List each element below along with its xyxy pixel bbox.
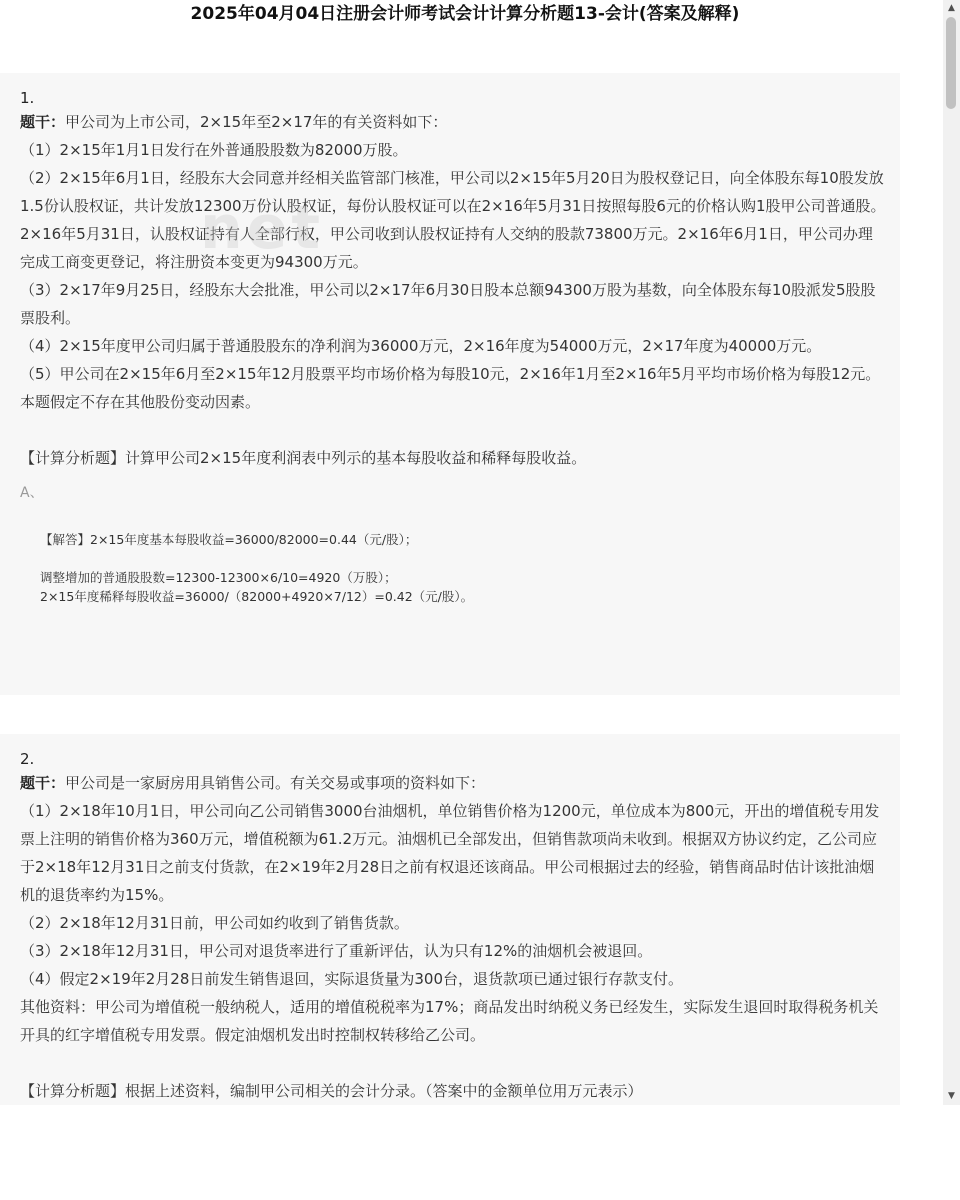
stem-text: 甲公司是一家厨房用具销售公司。有关交易或事项的资料如下：	[65, 774, 486, 792]
stem-paragraph: （2）2×18年12月31日前，甲公司如约收到了销售货款。	[20, 914, 409, 932]
stem-paragraph: 其他资料：甲公司为增值税一般纳税人，适用的增值税税率为17%；商品发出时纳税义务已经发生，实际发生退回时取得税务机关开具的红字增值税专用发票。假定油烟机发出时控制权转移给乙公司。	[20, 998, 879, 1044]
page-title: 2025年04月04日注册会计师考试会计计算分析题13-会计(答案及解释)	[190, 4, 740, 24]
scroll-down-icon[interactable]: ▼	[948, 1091, 955, 1101]
stem-paragraph: （4）假定2×19年2月28日前发生销售退回，实际退货量为300台，退货款项已通过银行存款支付。	[20, 970, 684, 988]
stem-paragraph: （4）2×15年度甲公司归属于普通股股东的净利润为36000万元，2×16年度为54000万元，2×17年度为40000万元。	[20, 337, 822, 355]
question-number: 1.	[20, 89, 35, 107]
stem-paragraph: （1）2×18年10月1日，甲公司向乙公司销售3000台油烟机，单位销售价格为1200元，单位成本为800元，开出的增值税专用发票上注明的销售价格为360万元，增值税额为61.2万元。油烟机已全部发出，但销售款项尚未收到。根据双方协议约定，乙公司应于2×18年12月31日之前支付货款，在2×19年2月28日之前有权退还该商品。甲公司根据过去的经验，销售商品时估计该批油烟机的退货率约为15%。	[20, 802, 880, 904]
vertical-scrollbar[interactable]	[943, 0, 960, 1105]
question-number: 2.	[20, 750, 35, 768]
sub-question: 【计算分析题】计算甲公司2×15年度利润表中列示的基本每股收益和稀释每股收益。	[20, 449, 587, 467]
stem-label: 题干：	[20, 774, 66, 792]
answer-line: 2×15年度稀释每股收益=36000/（82000+4920×7/12）=0.42（元/股）。	[40, 589, 474, 604]
scroll-up-icon[interactable]: ▲	[948, 3, 955, 13]
answer-line: 【解答】2×15年度基本每股收益=36000/82000=0.44（元/股）；	[40, 532, 418, 547]
answer-line: 调整增加的普通股股数=12300-12300×6/10=4920（万股）；	[40, 570, 397, 585]
scroll-thumb[interactable]	[946, 17, 956, 109]
question-stem	[20, 769, 886, 797]
stem-text: 甲公司为上市公司，2×15年至2×17年的有关资料如下：	[65, 113, 448, 131]
stem-paragraph: 本题假定不存在其他股份变动因素。	[20, 393, 261, 411]
watermark: net	[200, 193, 325, 263]
option-label: A、	[20, 485, 44, 501]
stem-paragraph: （1）2×15年1月1日发行在外普通股股数为82000万股。	[20, 141, 408, 159]
stem-paragraph: （3）2×18年12月31日，甲公司对退货率进行了重新评估，认为只有12%的油烟机会被退回。	[20, 942, 653, 960]
stem-paragraph: （3）2×17年9月25日，经股东大会批准，甲公司以2×17年6月30日股本总额94300万股为基数，向全体股东每10股派发5股股票股利。	[20, 281, 876, 327]
question-card-1	[0, 73, 900, 695]
stem-paragraph: （2）2×15年6月1日，经股东大会同意并经相关监管部门核准，甲公司以2×15年5月20日为股权登记日，向全体股东每10股发放1.5份认股权证，共计发放12300万份认股权证，每份认股权证可以在2×16年5月31日按照每股6元的价格认购1股甲公司普通股。	[20, 169, 886, 215]
sub-question: 【计算分析题】根据上述资料，编制甲公司相关的会计分录。（答案中的金额单位用万元表示）	[20, 1082, 643, 1100]
stem-paragraph: 2×16年5月31日，认股权证持有人全部行权，甲公司收到认股权证持有人交纳的股款73800万元。2×16年6月1日，甲公司办理完成工商变更登记，将注册资本变更为94300万元。	[20, 225, 873, 271]
question-stem	[20, 108, 886, 136]
stem-label: 题干：	[20, 113, 66, 131]
question-card-2	[0, 734, 900, 1105]
stem-paragraph: （5）甲公司在2×15年6月至2×15年12月股票平均市场价格为每股10元，2×16年1月至2×16年5月平均市场价格为每股12元。	[20, 365, 881, 383]
